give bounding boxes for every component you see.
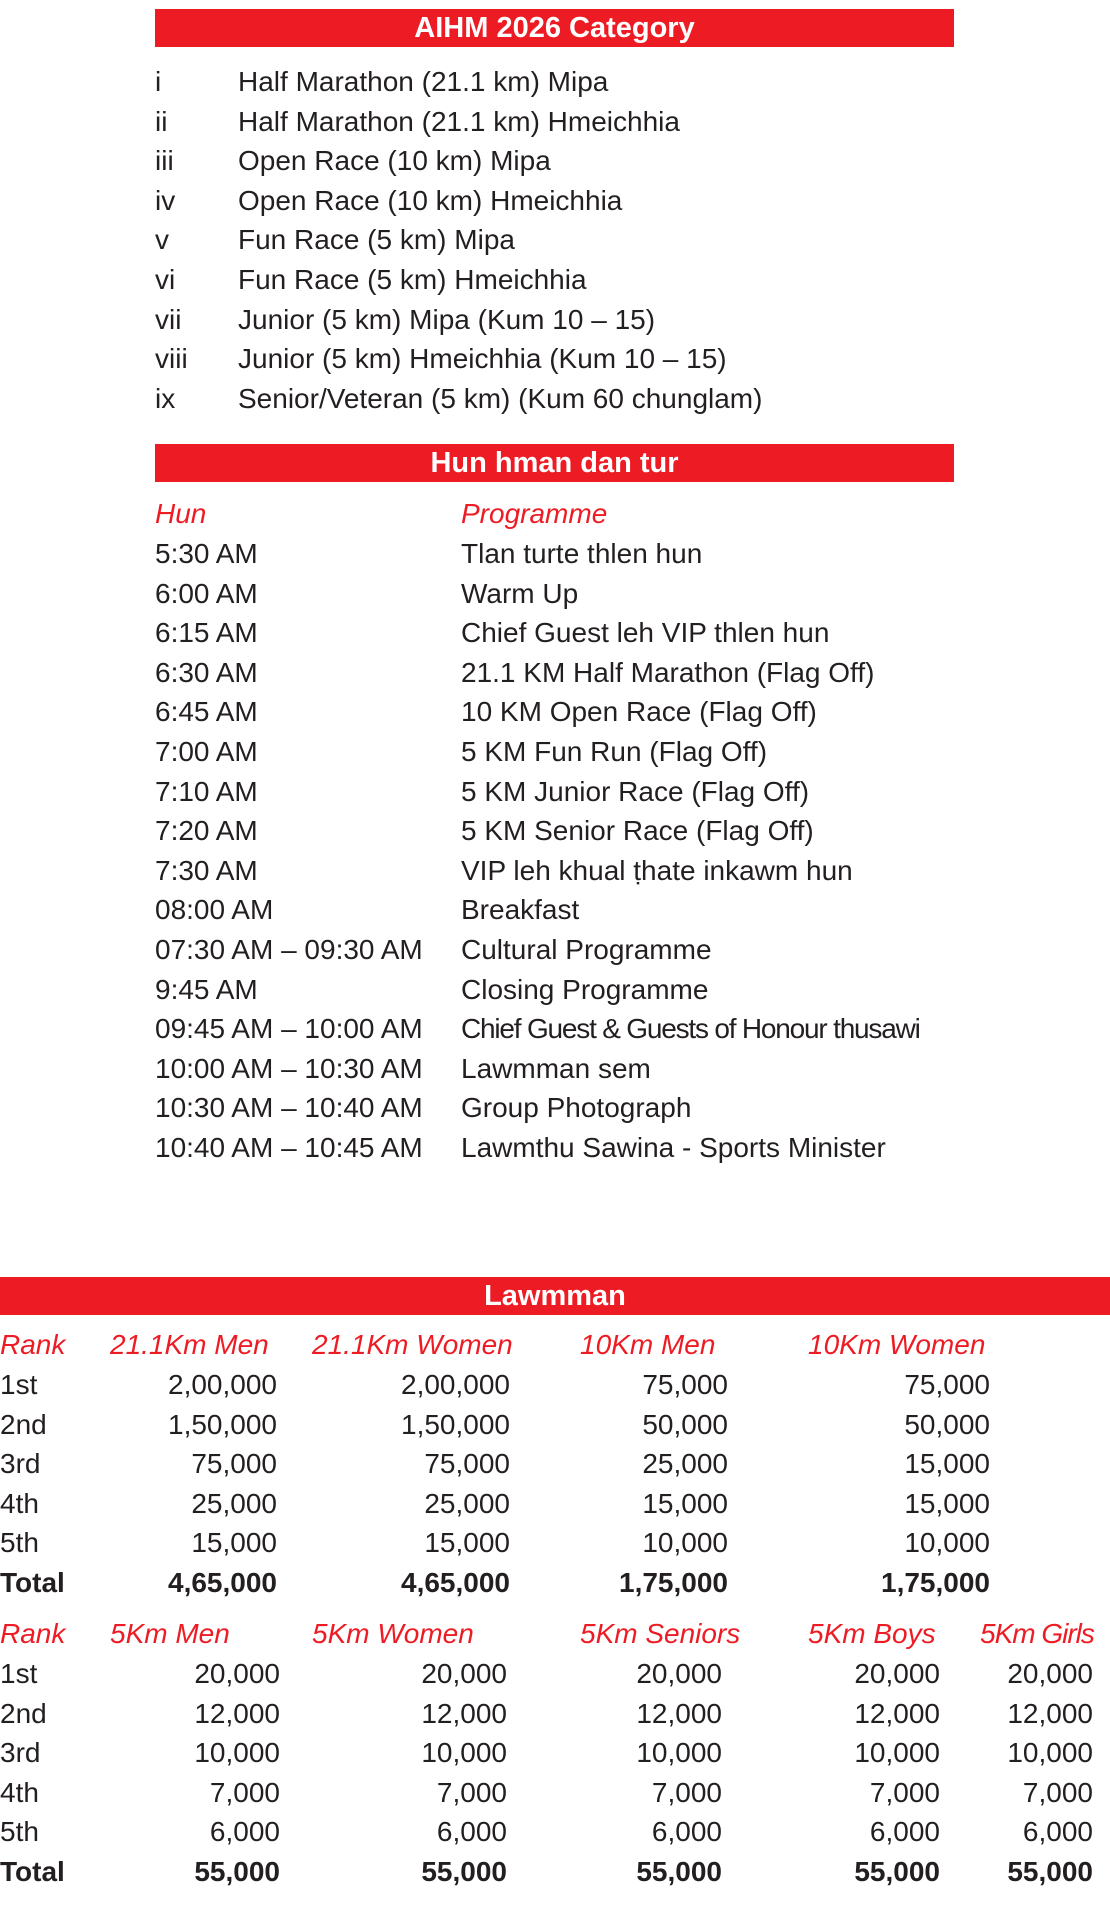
category-title-bar <box>155 9 954 47</box>
prize-value-cell: 12,000 <box>1007 1697 1093 1729</box>
schedule-header-time: Hun <box>155 498 207 529</box>
category-number: vi <box>155 264 176 295</box>
prize-value-cell: 6,000 <box>209 1816 280 1848</box>
schedule-programme: Closing Programme <box>461 973 709 1005</box>
prizes-title-bar <box>0 1277 1110 1315</box>
prize-value-cell: 75,000 <box>424 1448 510 1480</box>
prize-total-cell: 55,000 <box>194 1856 280 1887</box>
prize-value-cell: 2,00,000 <box>401 1369 510 1400</box>
category-text: Junior (5 km) Mipa (Kum 10 – 15) <box>238 303 656 335</box>
prize-value-cell: 12,000 <box>421 1697 507 1729</box>
prize-value-cell: 7,000 <box>436 1776 507 1808</box>
prize-value-cell: 75,000 <box>642 1369 728 1400</box>
prize-value-cell: 20,000 <box>421 1658 507 1689</box>
category-text: Open Race (10 km) Hmeichhia <box>238 184 623 216</box>
prize-value-cell: 10,000 <box>194 1737 280 1769</box>
category-text: Senior/Veteran (5 km) (Kum 60 chunglam) <box>238 382 763 414</box>
prize-value-cell: 1,50,000 <box>168 1408 277 1440</box>
prize-total-cell: 4,65,000 <box>401 1567 510 1598</box>
schedule-programme: Lawmman sem <box>461 1052 651 1084</box>
category-number: v <box>155 224 169 256</box>
schedule-time: 7:20 AM <box>155 815 258 847</box>
schedule-time: 7:00 AM <box>155 736 258 767</box>
prize-value-cell: 6,000 <box>1022 1816 1093 1848</box>
schedule-title-bar <box>155 444 954 482</box>
prize-rank-cell: Total <box>0 1856 65 1887</box>
prize-value-cell: 75,000 <box>191 1448 277 1480</box>
prize-value-cell: 25,000 <box>191 1487 277 1519</box>
prize-value-cell: 15,000 <box>424 1527 510 1559</box>
prize-value-cell: 50,000 <box>904 1408 990 1440</box>
prize-value-cell: 75,000 <box>904 1369 990 1400</box>
category-text: Junior (5 km) Hmeichhia (Kum 10 – 15) <box>238 343 727 375</box>
prize-value-cell: 10,000 <box>904 1527 990 1559</box>
prize-rank-cell: 5th <box>0 1527 39 1559</box>
schedule-programme: Breakfast <box>461 894 580 926</box>
prize-table-header: Rank <box>0 1618 66 1649</box>
prize-table-header: 5Km Women <box>312 1618 474 1649</box>
prize-value-cell: 12,000 <box>854 1697 940 1729</box>
schedule-programme: 21.1 KM Half Marathon (Flag Off) <box>461 656 875 688</box>
prize-table-header: Rank <box>0 1329 66 1360</box>
category-text: Half Marathon (21.1 km) Mipa <box>238 66 609 97</box>
prize-rank-cell: 5th <box>0 1816 39 1848</box>
schedule-programme: 5 KM Fun Run (Flag Off) <box>461 736 768 767</box>
prize-rank-cell: Total <box>0 1567 65 1598</box>
prize-table-header: 21.1Km Women <box>312 1329 513 1360</box>
schedule-time: 10:40 AM – 10:45 AM <box>155 1132 423 1163</box>
prize-value-cell: 10,000 <box>854 1737 940 1769</box>
prize-value-cell: 10,000 <box>421 1737 507 1769</box>
schedule-time: 9:45 AM <box>155 973 258 1005</box>
category-number: iii <box>155 145 174 177</box>
prize-value-cell: 25,000 <box>642 1448 728 1480</box>
prize-value-cell: 15,000 <box>642 1487 728 1519</box>
prize-value-cell: 15,000 <box>191 1527 277 1559</box>
prize-rank-cell: 3rd <box>0 1737 41 1769</box>
prize-value-cell: 20,000 <box>854 1658 940 1689</box>
schedule-time: 6:30 AM <box>155 656 258 688</box>
schedule-programme: Chief Guest leh VIP thlen hun <box>461 617 830 649</box>
schedule-time: 10:00 AM – 10:30 AM <box>155 1052 423 1084</box>
prize-rank-cell: 1st <box>0 1369 38 1400</box>
prize-total-cell: 55,000 <box>636 1856 722 1887</box>
prize-table-header: 5Km Boys <box>808 1618 936 1649</box>
schedule-programme: Chief Guest & Guests of Honour thusawi <box>461 1013 920 1045</box>
prize-value-cell: 7,000 <box>869 1776 940 1808</box>
schedule-programme: Warm Up <box>461 577 579 609</box>
prize-total-cell: 4,65,000 <box>168 1567 277 1598</box>
prize-total-cell: 1,75,000 <box>619 1567 728 1598</box>
prize-total-cell: 55,000 <box>421 1856 507 1887</box>
prize-table-header: 5Km Men <box>110 1618 230 1649</box>
prize-value-cell: 2,00,000 <box>168 1369 277 1400</box>
schedule-programme: 10 KM Open Race (Flag Off) <box>461 696 817 728</box>
schedule-programme: 5 KM Senior Race (Flag Off) <box>461 815 814 847</box>
prize-value-cell: 12,000 <box>194 1697 280 1729</box>
schedule-time: 10:30 AM – 10:40 AM <box>155 1092 423 1124</box>
prize-rank-cell: 2nd <box>0 1697 47 1729</box>
category-text: Half Marathon (21.1 km) Hmeichhia <box>238 105 680 137</box>
category-title: AIHM 2026 Category <box>414 12 695 44</box>
schedule-time: 6:45 AM <box>155 696 258 728</box>
schedule-time: 7:10 AM <box>155 775 258 807</box>
prize-value-cell: 7,000 <box>1022 1776 1093 1808</box>
prize-value-cell: 20,000 <box>636 1658 722 1689</box>
prize-value-cell: 1,50,000 <box>401 1408 510 1440</box>
prize-value-cell: 15,000 <box>904 1448 990 1480</box>
category-number: ix <box>155 382 176 414</box>
prize-value-cell: 20,000 <box>1007 1658 1093 1689</box>
schedule-programme: Lawmthu Sawina - Sports Minister <box>461 1132 886 1163</box>
prize-value-cell: 6,000 <box>651 1816 722 1848</box>
category-number: vii <box>155 303 182 335</box>
schedule-programme: VIP leh khual ṭhate inkawm hun <box>461 854 853 886</box>
schedule-time: 6:15 AM <box>155 617 258 649</box>
schedule-time: 7:30 AM <box>155 854 258 886</box>
category-text: Open Race (10 km) Mipa <box>238 145 551 177</box>
prize-value-cell: 50,000 <box>642 1408 728 1440</box>
prize-table-header: 10Km Men <box>580 1329 716 1360</box>
category-number: i <box>155 66 162 97</box>
prize-rank-cell: 2nd <box>0 1408 47 1440</box>
prize-value-cell: 15,000 <box>904 1487 990 1519</box>
prize-value-cell: 6,000 <box>436 1816 507 1848</box>
category-number: ii <box>155 105 168 137</box>
category-number: iv <box>155 184 176 216</box>
schedule-title: Hun hman dan tur <box>430 447 679 479</box>
schedule-time: 09:45 AM – 10:00 AM <box>155 1013 423 1045</box>
prize-table-header: 21.1Km Men <box>110 1329 269 1360</box>
schedule-programme: Group Photograph <box>461 1092 692 1124</box>
prize-table-header: 5Km Girls <box>980 1618 1094 1649</box>
schedule-programme: Tlan turte thlen hun <box>461 538 703 569</box>
prize-value-cell: 10,000 <box>642 1527 728 1559</box>
schedule-time: 07:30 AM – 09:30 AM <box>155 934 423 965</box>
prize-value-cell: 7,000 <box>209 1776 280 1808</box>
prize-table-header: 5Km Seniors <box>580 1618 741 1649</box>
prize-total-cell: 55,000 <box>1007 1856 1093 1887</box>
prize-value-cell: 10,000 <box>1007 1737 1093 1769</box>
category-text: Fun Race (5 km) Hmeichhia <box>238 264 587 295</box>
schedule-programme: Cultural Programme <box>461 934 712 965</box>
prizes-title: Lawmman <box>484 1280 626 1312</box>
prize-rank-cell: 3rd <box>0 1448 41 1480</box>
prize-table-header: 10Km Women <box>808 1329 986 1360</box>
category-number: viii <box>155 343 188 375</box>
schedule-programme: 5 KM Junior Race (Flag Off) <box>461 775 810 807</box>
prize-total-cell: 55,000 <box>854 1856 940 1887</box>
schedule-header-programme: Programme <box>461 498 608 529</box>
prize-value-cell: 10,000 <box>636 1737 722 1769</box>
prize-value-cell: 25,000 <box>424 1487 510 1519</box>
prize-rank-cell: 1st <box>0 1658 38 1689</box>
schedule-time: 08:00 AM <box>155 894 274 926</box>
category-text: Fun Race (5 km) Mipa <box>238 224 515 256</box>
prize-value-cell: 20,000 <box>194 1658 280 1689</box>
schedule-time: 5:30 AM <box>155 538 258 569</box>
prize-rank-cell: 4th <box>0 1776 39 1808</box>
prize-value-cell: 12,000 <box>636 1697 722 1729</box>
prize-value-cell: 6,000 <box>869 1816 940 1848</box>
prize-rank-cell: 4th <box>0 1487 39 1519</box>
prize-value-cell: 7,000 <box>651 1776 722 1808</box>
schedule-time: 6:00 AM <box>155 577 258 609</box>
prize-total-cell: 1,75,000 <box>881 1567 990 1598</box>
